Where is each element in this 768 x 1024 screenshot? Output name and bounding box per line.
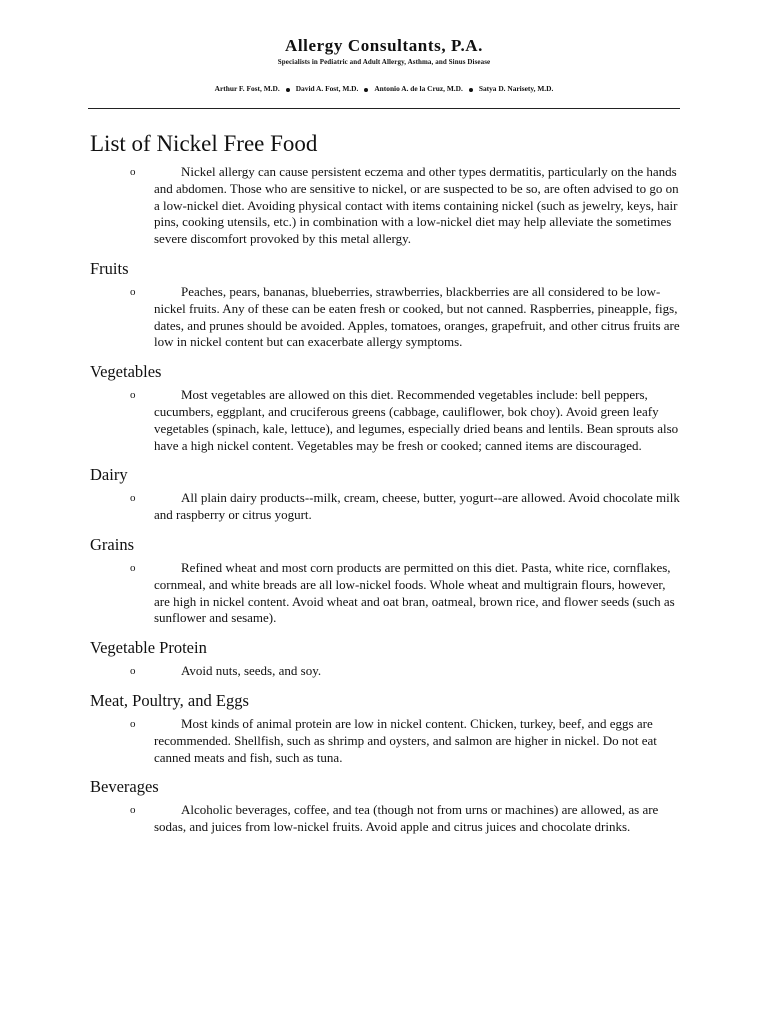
bullet-text: Avoid nuts, seeds, and soy. xyxy=(181,663,322,679)
bullet-circle-icon: o xyxy=(130,492,136,505)
bullet-circle-icon: o xyxy=(130,285,136,298)
bullet-text: Refined wheat and most corn products are permitted on this diet. Pasta, white rice, cornflakes, cornmeal, and white breads are all low-nickel foods. Whole wheat and multigrain flours, however, are high in nickel content. Avoid wheat and oat bran, oatmeal, brown rice, and flower seeds (such as sunflower and sesame). xyxy=(154,559,675,626)
section-heading-vegetables: Vegetables xyxy=(90,362,162,382)
section-heading-grains: Grains xyxy=(90,534,134,554)
bullet-text: Most vegetables are allowed on this diet. Recommended vegetables include: bell peppers, cucumbers, eggplant, and cruciferous greens (cabbage, cauliflower, bok choy). Avoid green leafy vegetables (spinach, kale, lettuce), and legumes, especially dried beans and lentils. Bean sprouts also have a high nickel content. Vegetables may be fresh or cooked; canned items are discouraged. xyxy=(154,387,679,453)
document-title: List of Nickel Free Food xyxy=(90,131,318,156)
separator-dot xyxy=(286,88,290,92)
bullet-text: Peaches, pears, bananas, blueberries, strawberries, blackberries are all considered to be low-nickel fruits. Any of these can be eaten fresh or cooked, but not canned. Raspberries, pineapple, figs, dates, and prunes should be avoided. Apples, tomatoes, oranges, grapefruit, and other citrus fruits are low in nickel content but can exacerbate allergy symptoms. xyxy=(154,283,680,350)
letterhead xyxy=(0,36,768,94)
header-divider xyxy=(88,108,680,109)
section-heading-vegetable-protein: Vegetable Protein xyxy=(90,638,207,658)
section-item-meat-poultry-eggs xyxy=(90,716,680,766)
separator-dot xyxy=(364,88,368,92)
section-item-fruits xyxy=(90,284,680,351)
section-item-vegetables xyxy=(90,387,680,454)
section-item-grains xyxy=(90,560,680,627)
bullet-circle-icon: o xyxy=(130,166,136,178)
bullet-text: Most kinds of animal protein are low in nickel content. Chicken, turkey, beef, and eggs are recommended. Shellfish, such as shrimp and oysters, and salmon are higher in nickel. Do not eat canned meats and fish, such as tuna. xyxy=(154,715,657,765)
section-heading-beverages: Beverages xyxy=(90,777,159,797)
bullet-circle-icon: o xyxy=(130,665,136,678)
section-item-dairy xyxy=(90,490,680,524)
section-item-vegetable-protein xyxy=(90,663,680,680)
section-heading-dairy: Dairy xyxy=(90,465,128,485)
bullet-text: All plain dairy products--milk, cream, cheese, butter, yogurt--are allowed. Avoid chocolate milk and raspberry or citrus yogurt. xyxy=(154,490,680,523)
org-tagline: Specialists in Pediatric and Adult Allergy, Asthma, and Sinus Disease xyxy=(277,58,491,66)
doctor-name: Antonio A. de la Cruz, M.D. xyxy=(374,84,463,93)
document-body xyxy=(90,130,680,836)
doctor-name: David A. Fost, M.D. xyxy=(295,84,359,93)
bullet-text: Nickel allergy can cause persistent eczema and other types dermatitis, particularly on the hands and abdomen. Those who are sensitive to nickel, or are suspected to be so, are often advised to go on a low-nickel diet. Avoiding physical contact with items containing nickel (such as jewelry, keys, hair pins, cooking utensils, etc.) in combination with a low-nickel diet may help alleviate the sometimes severe discomfort provoked by this metal allergy. xyxy=(154,164,679,247)
org-name: Allergy Consultants, P.A. xyxy=(284,36,484,55)
section-heading-fruits: Fruits xyxy=(90,258,129,278)
section-item-beverages xyxy=(90,802,680,836)
doctor-list xyxy=(0,84,768,94)
bullet-circle-icon: o xyxy=(130,717,136,730)
section-heading-meat-poultry-eggs: Meat, Poultry, and Eggs xyxy=(90,690,249,710)
bullet-circle-icon: o xyxy=(130,389,136,402)
bullet-circle-icon: o xyxy=(130,804,136,817)
bullet-text: Alcoholic beverages, coffee, and tea (though not from urns or machines) are allowed, as are sodas, and juices from low-nickel fruits. Avoid apple and citrus juices and chocolate drinks. xyxy=(154,802,659,835)
separator-dot xyxy=(469,88,473,92)
intro-paragraph xyxy=(90,164,680,248)
doctor-name: Satya D. Narisety, M.D. xyxy=(478,84,554,93)
doctor-name: Arthur F. Fost, M.D. xyxy=(214,84,280,93)
bullet-circle-icon: o xyxy=(130,561,136,574)
